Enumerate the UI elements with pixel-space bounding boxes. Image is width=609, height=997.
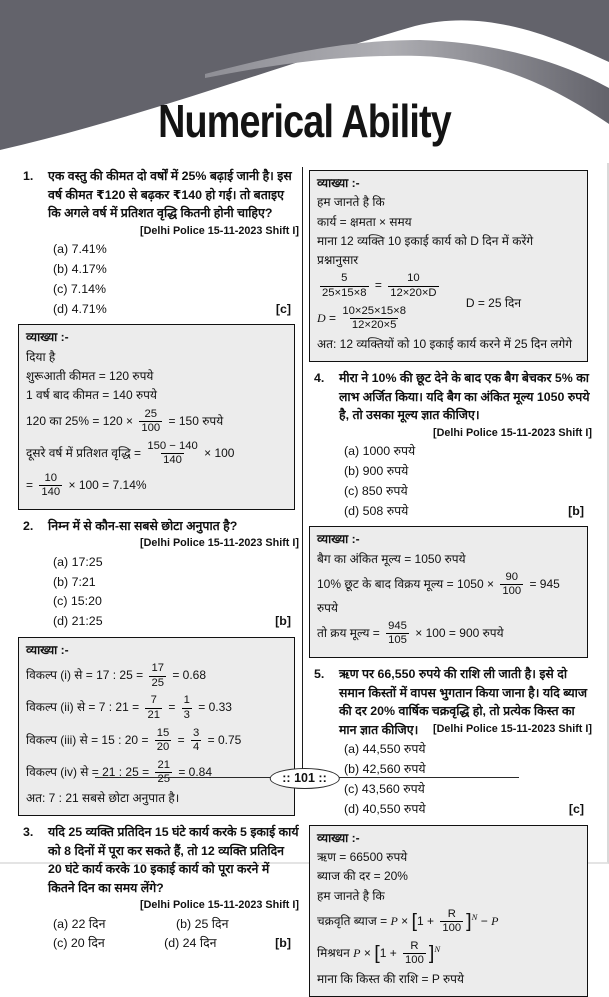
option: (d) 508 रुपये <box>344 503 409 518</box>
option: (c) 20 दिन <box>53 936 105 951</box>
option: (c) 43,560 रुपये <box>344 782 425 797</box>
text-segment: माना कि किस्त की राशि = P रुपये <box>317 972 464 987</box>
option: (a) 44,550 रुपये <box>344 742 426 757</box>
text-segment: मिश्रधन <box>317 946 354 960</box>
option-row <box>53 553 299 573</box>
fraction <box>403 940 426 968</box>
text-segment: विकल्प (iv) से = 21 : 25 = <box>26 764 153 779</box>
fraction <box>139 408 162 436</box>
option-row <box>344 740 592 760</box>
question-row <box>18 517 299 552</box>
question-source: [Delhi Police 15-11-2023 Shift I] <box>139 537 299 550</box>
fraction-numerator: 17 <box>151 662 164 675</box>
text-segment: = 0.68 <box>168 668 207 683</box>
option: (d) 4.71% <box>53 301 107 316</box>
question-row <box>309 369 592 441</box>
explanation-line <box>317 570 579 616</box>
options-list <box>18 553 299 632</box>
fraction-numerator: 10 <box>44 471 57 484</box>
answer-key: [c] <box>275 301 291 316</box>
option: (a) 22 दिन <box>53 916 106 931</box>
text-segment: कार्य = क्षमता × समय <box>317 214 412 229</box>
question-body <box>48 517 299 552</box>
text-segment: हम जानते है कि <box>317 195 385 210</box>
option: (b) 25 दिन <box>176 916 229 931</box>
explanation-line <box>26 471 286 501</box>
answer-key: [b] <box>568 503 584 518</box>
fraction-numerator: 21 <box>157 758 170 771</box>
text-segment: ऋण = 66500 रुपये <box>317 850 408 865</box>
page-title: Numerical Ability <box>158 95 451 147</box>
explanation-line <box>317 214 579 231</box>
text-segment: = <box>325 310 340 325</box>
fraction-denominator: 25 <box>151 676 164 689</box>
explanation-line <box>317 907 579 937</box>
text-segment: माना 12 व्यक्ति 10 इकाई कार्य को D दिन में करेंगे <box>317 233 534 248</box>
option: (d) 21:25 <box>53 614 103 629</box>
side-note: D = 25 दिन <box>465 296 521 311</box>
fraction-numerator: 25 <box>144 407 158 420</box>
explanation-body <box>317 849 579 988</box>
fraction <box>342 305 406 333</box>
text-segment: × <box>397 913 412 928</box>
question <box>18 517 299 632</box>
answer-key: [c] <box>568 801 584 816</box>
question-row <box>18 167 299 239</box>
page-header <box>0 0 609 163</box>
text-segment: = 0.84 <box>174 764 213 779</box>
option: (d) 40,550 रुपये <box>344 801 426 816</box>
explanation-label: व्याख्या :- <box>317 532 360 547</box>
text-segment: बैग का अंकित मूल्य = 1050 रुपये <box>317 551 466 566</box>
option: (a) 1000 रुपये <box>344 443 416 458</box>
explanation-body <box>317 551 579 649</box>
question <box>18 167 299 319</box>
explanation-label: व्याख्या :- <box>26 330 69 345</box>
text-segment: ब्याज की दर = 20% <box>317 869 408 884</box>
explanation-line <box>317 619 579 649</box>
fraction-numerator: 150 − 140 <box>147 439 198 452</box>
option-row <box>344 800 592 820</box>
explanation-line <box>317 271 579 301</box>
explanation-line <box>317 194 579 211</box>
page-footer <box>0 768 609 794</box>
option-row <box>344 502 592 522</box>
option: (b) 42,560 रुपये <box>344 762 426 777</box>
explanation-line <box>317 551 579 568</box>
question-number: 3. <box>23 825 34 839</box>
fraction <box>440 908 463 936</box>
option: (c) 15:20 <box>53 594 102 609</box>
explanation-body <box>317 194 579 352</box>
question-body <box>48 823 299 914</box>
explanation-line <box>317 336 579 353</box>
fraction-numerator: 90 <box>505 570 518 583</box>
big-bracket: [ <box>374 941 380 964</box>
question-body <box>339 665 592 739</box>
options-list <box>309 442 592 521</box>
big-bracket: ] <box>466 909 472 932</box>
option: (a) 17:25 <box>53 554 103 569</box>
fraction-denominator: 12×20×D <box>390 286 437 299</box>
text-segment: × 100 <box>200 445 235 460</box>
question-text: ऋण पर 66,550 रुपये की राशि ली जाती है। इसे दो समान किस्तों में वापस भुगतान किया जाना है। यदि ब्याज की दर 20% वार्षिक चक्रवृद्धि हो, तो प्रत्येक किस्त का मान ज्ञात कीजिए। <box>339 666 588 737</box>
text-segment: × 100 = 900 रुपये <box>411 625 504 640</box>
options-list <box>18 915 299 955</box>
fraction <box>149 662 166 690</box>
option-row <box>53 915 299 935</box>
explanation-body <box>26 349 286 501</box>
question-number: 1. <box>23 169 34 183</box>
fraction <box>320 272 369 300</box>
fraction-denominator: 4 <box>193 740 200 753</box>
option: (c) 850 रुपये <box>344 483 408 498</box>
option: (c) 7.14% <box>53 281 107 296</box>
math-variable: D <box>317 310 326 325</box>
question-number: 4. <box>314 370 325 385</box>
option: (a) 7.41% <box>53 242 107 257</box>
option-row <box>53 592 299 612</box>
option-row <box>53 280 299 300</box>
question-text: एक वस्तु की कीमत दो वर्षों में 25% बढ़ाई जानी है। इस वर्ष कीमत ₹120 से बढ़कर ₹140 हो गई। तो बताइए कि अगले वर्ष में प्रतिशत वृद्धि कितनी होनी चाहिए? <box>48 169 292 221</box>
explanation-line <box>317 971 579 988</box>
question-text: निम्न में से कौन-सा सबसे छोटा अनुपात है? <box>48 518 238 533</box>
explanation-line <box>26 661 286 691</box>
explanation-line <box>26 387 286 404</box>
question <box>309 665 592 820</box>
text-segment: चक्रवृति ब्याज = <box>317 913 391 928</box>
fraction-denominator: 25×15×8 <box>322 286 367 299</box>
fraction-denominator: 21 <box>147 708 160 721</box>
option-row <box>344 442 592 462</box>
fraction-numerator: 10 <box>407 272 420 285</box>
fraction-denominator: 3 <box>183 708 190 721</box>
text-segment: = 945 रुपये <box>317 576 560 615</box>
fraction-numerator: R <box>447 907 456 920</box>
option-row <box>53 240 299 260</box>
option-row <box>53 573 299 593</box>
text-segment: प्रश्नानुसार <box>317 253 359 268</box>
fraction-numerator: 3 <box>193 726 200 739</box>
fraction <box>388 272 438 300</box>
text-segment: × 100 = 7.14% <box>65 477 147 492</box>
question-source: [Delhi Police 15-11-2023 Shift I] <box>432 722 592 735</box>
fraction <box>182 694 192 722</box>
explanation-box <box>309 526 588 658</box>
text-segment: 1 वर्ष बाद कीमत = 140 रुपये <box>26 388 157 403</box>
text-segment: 120 का 25% = 120 × <box>26 413 137 428</box>
explanation-line <box>26 407 286 437</box>
explanation-line <box>26 368 286 385</box>
option: (b) 900 रुपये <box>344 463 409 478</box>
big-bracket: ] <box>428 941 435 964</box>
question-source: [Delhi Police 15-11-2023 Shift I] <box>139 899 299 912</box>
text-segment: 1 + <box>417 913 438 928</box>
fraction-denominator: 100 <box>141 421 161 434</box>
option-row <box>53 612 299 632</box>
option: (d) 24 दिन <box>164 936 217 951</box>
big-bracket: [ <box>411 909 417 932</box>
option: (b) 7:21 <box>53 574 96 589</box>
fraction-denominator: 140 <box>41 486 61 499</box>
explanation-line <box>317 304 579 334</box>
fraction-numerator: R <box>410 940 419 953</box>
question-text: मीरा ने 10% की छूट देने के बाद एक बैग बेचकर 5% का लाभ अर्जित किया। यदि बैग का अंकित मूल्य 1050 रुपये है, तो उसका मूल्य ज्ञात कीजिए। <box>339 370 590 423</box>
exponent: N <box>471 911 478 922</box>
option-row <box>344 482 592 502</box>
question <box>18 823 299 954</box>
text-segment: = 150 रुपये <box>165 413 224 428</box>
explanation-line <box>317 939 579 969</box>
option-row <box>53 934 299 954</box>
options-list <box>18 240 299 319</box>
fraction-denominator: 12×20×5 <box>351 318 397 331</box>
explanation-box <box>309 825 588 997</box>
fraction-numerator: 5 <box>341 272 348 285</box>
text-segment: हम जानते है कि <box>317 888 385 903</box>
left-column <box>18 167 299 951</box>
option-row <box>53 260 299 280</box>
fraction-denominator: 20 <box>156 740 170 753</box>
text-segment: × <box>360 946 375 960</box>
exponent: N <box>434 944 441 954</box>
column-divider <box>302 167 303 771</box>
question-source: [Delhi Police 15-11-2023 Shift I] <box>432 426 592 439</box>
text-segment: 1 + <box>379 946 401 960</box>
fraction-denominator: 105 <box>388 634 407 647</box>
fraction-numerator: 7 <box>150 694 157 707</box>
fraction <box>500 571 523 599</box>
fraction-denominator: 100 <box>502 585 522 598</box>
fraction <box>155 727 172 755</box>
fraction-numerator: 15 <box>156 726 170 739</box>
math-variable: P <box>353 946 361 960</box>
explanation-line <box>26 693 286 723</box>
question <box>309 369 592 521</box>
fraction-denominator: 100 <box>442 922 462 935</box>
question-body <box>48 167 299 239</box>
text-segment: तो क्रय मूल्य = <box>317 625 384 640</box>
text-segment: दिया है <box>26 349 56 364</box>
math-variable: P <box>491 913 499 928</box>
answer-key: [b] <box>275 614 291 629</box>
explanation-label: व्याख्या :- <box>317 830 360 845</box>
question-source: [Delhi Police 15-11-2023 Shift I] <box>139 224 299 237</box>
answer-key: [b] <box>275 936 291 951</box>
fraction-numerator: 945 <box>388 619 407 632</box>
option-row <box>344 462 592 482</box>
explanation-line <box>317 252 579 269</box>
text-segment: 10% छूट के बाद विक्रय मूल्य = 1050 × <box>317 576 498 591</box>
fraction-denominator: 140 <box>163 453 182 466</box>
text-segment: = 0.33 <box>194 700 232 715</box>
text-segment: − <box>477 913 492 928</box>
fraction-numerator: 1 <box>183 694 190 707</box>
explanation-line <box>317 233 579 250</box>
right-column <box>309 167 592 987</box>
fraction-denominator: 25 <box>157 772 170 785</box>
text-segment: = <box>164 700 179 715</box>
text-segment: = <box>26 477 37 492</box>
text-segment: दूसरे वर्ष में प्रतिशत वृद्धि = <box>26 445 145 460</box>
explanation-line <box>26 349 286 366</box>
fraction <box>39 472 62 500</box>
text-segment: विकल्प (ii) से = 7 : 21 = <box>26 700 143 715</box>
page-number-badge: :: 101 :: <box>269 768 339 789</box>
explanation-line <box>317 849 579 866</box>
fraction-denominator: 100 <box>405 954 424 967</box>
explanation-label: व्याख्या :- <box>26 643 69 658</box>
text-segment: विकल्प (i) से = 17 : 25 = <box>26 668 147 683</box>
question-number: 5. <box>314 666 325 681</box>
text-segment: = 0.75 <box>204 732 242 747</box>
explanation-line <box>26 439 286 469</box>
math-variable: P <box>390 913 398 928</box>
text-segment: विकल्प (iii) से = 15 : 20 = <box>26 732 152 747</box>
question-row <box>18 823 299 914</box>
option: (b) 4.17% <box>53 261 107 276</box>
explanation-box <box>309 170 588 362</box>
question-text: यदि 25 व्यक्ति प्रतिदिन 15 घंटे कार्य करके 5 इकाई कार्य को 8 दिनों में पूरा कर सकते हैं, तो 12 व्यक्ति प्रतिदिन 20 घंटे कार्य करके 10 इकाई कार्य को पूरा करने में कितने दिन का समय लेंगे? <box>48 825 299 895</box>
fraction <box>191 727 201 755</box>
option-row <box>53 300 299 320</box>
fraction <box>386 620 409 648</box>
text-segment: शुरूआती कीमत = 120 रुपये <box>26 368 154 383</box>
fraction <box>147 440 197 468</box>
explanation-line <box>317 868 579 885</box>
question-row <box>309 665 592 739</box>
explanation-line <box>317 888 579 905</box>
fraction <box>145 694 162 722</box>
fraction-numerator: 10×25×15×8 <box>342 304 406 317</box>
text-segment: = <box>371 278 386 293</box>
question-number: 2. <box>23 518 34 533</box>
explanation-line <box>26 726 286 756</box>
text-segment: अत: 12 व्यक्तियों को 10 इकाई कार्य करने में 25 दिन लगेगे <box>317 336 573 351</box>
explanation-box <box>18 324 295 509</box>
text-segment: = <box>174 732 188 747</box>
question-body <box>339 369 592 441</box>
explanation-label: व्याख्या :- <box>317 176 360 190</box>
text-segment: अत: 7 : 21 सबसे छोटा अनुपात है। <box>26 790 180 805</box>
